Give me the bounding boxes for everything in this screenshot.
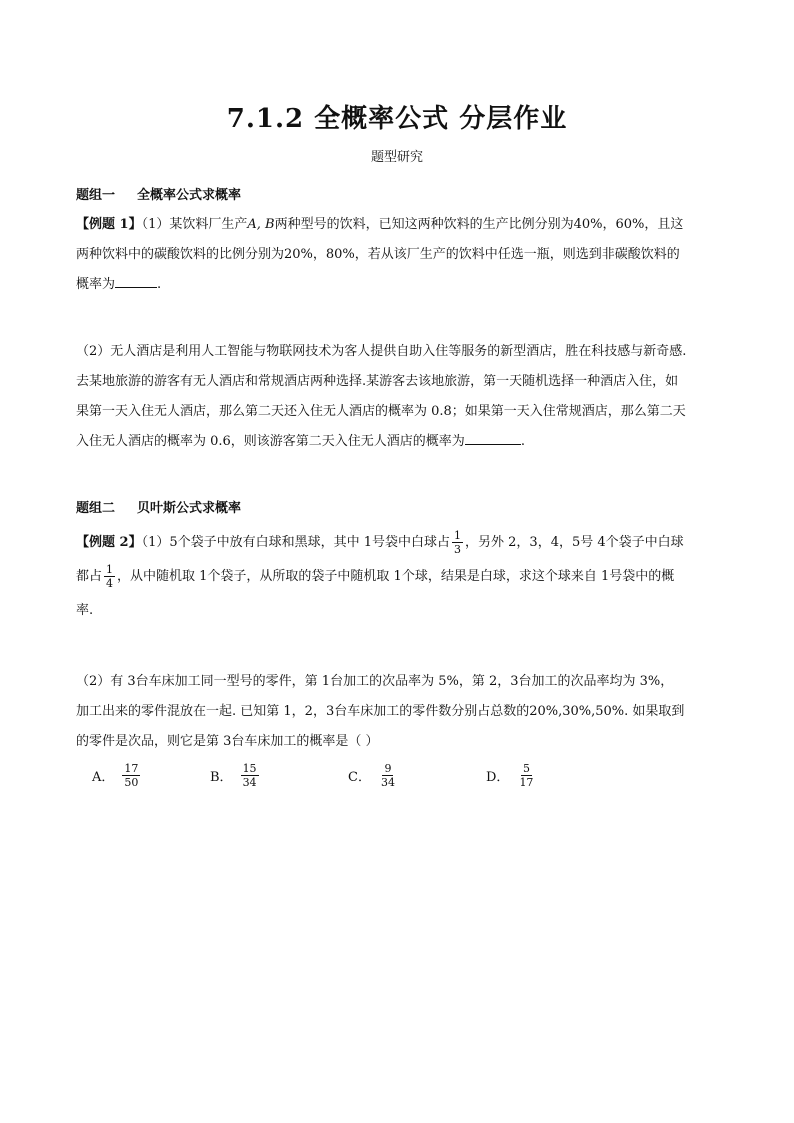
group2-heading	[76, 497, 241, 516]
example2-label: 【例题 2】	[76, 535, 142, 550]
answer-blank	[465, 432, 521, 445]
example1-line1	[76, 210, 726, 240]
group1-heading	[76, 184, 241, 203]
option-fraction	[122, 762, 140, 789]
fraction-denominator: 34	[380, 776, 395, 789]
example2-text: ，从中随机取 1个袋子，从所取的袋子中随机取 1个球，结果是白球，求这个球来自 1号袋中的概	[117, 569, 675, 584]
fraction-numerator: 17	[124, 762, 139, 775]
option-d[interactable]	[486, 762, 537, 789]
group2-heading-index: 题组二	[76, 501, 116, 516]
example1-text: 两种型号的饮料，已知这两种饮料的生产比例分别为40%，60%，且这	[274, 217, 684, 232]
example2-line2	[76, 560, 726, 594]
page-subtitle: 题型研究	[370, 150, 423, 165]
group1-heading-index: 题组一	[76, 188, 116, 203]
option-fraction	[517, 762, 535, 789]
fraction-denominator: 4	[106, 577, 114, 590]
group1-heading-topic: 全概率公式求概率	[137, 188, 242, 203]
example1-text: 入住无人酒店的概率为 0.6，则该游客第二天入住无人酒店的概率为	[76, 434, 465, 449]
fraction-one-quarter	[104, 563, 115, 590]
option-label: B．	[210, 770, 233, 785]
example1-part2-line3: 果第一天入住无人酒店，那么第二天还入住无人酒店的概率为 0.8；如果第一天入住常规酒店，那么第二天	[76, 404, 686, 419]
fraction-denominator: 3	[454, 543, 462, 556]
option-b[interactable]	[210, 762, 261, 789]
example2-text: 都占	[76, 569, 103, 584]
example1-part1	[76, 210, 726, 300]
option-label: C．	[348, 770, 371, 785]
example2-part2-line2: 加工出来的零件混放在一起. 已知第 1，2，3台车床加工的零件数分别占总数的20%,30%,50%. 如果取到	[76, 704, 685, 719]
example2-part2	[76, 667, 726, 757]
group2-heading-topic: 贝叶斯公式求概率	[137, 501, 242, 516]
fraction-denominator: 50	[124, 776, 139, 789]
example1-label: 【例题 1】	[76, 217, 142, 232]
fraction-numerator: 1	[454, 529, 462, 542]
example1-line2: 两种饮料中的碳酸饮料的比例分别为20%，80%，若从该厂生产的饮料中任选一瓶，则选到非碳酸饮料的	[76, 247, 680, 262]
fraction-numerator: 5	[522, 762, 530, 775]
example2-part2-line1: （2）有 3台车床加工同一型号的零件，第 1台加工的次品率为 5%，第 2，3台加工的次品率均为 3%，	[76, 674, 674, 689]
option-label: A．	[92, 770, 115, 785]
example1-text: .	[157, 277, 162, 292]
fraction-numerator: 15	[242, 762, 257, 775]
example1-line3	[76, 270, 726, 300]
example1-text: .	[520, 434, 525, 449]
option-fraction	[379, 762, 397, 789]
fraction-numerator: 1	[106, 563, 114, 576]
example1-text: （1）某饮料厂生产	[141, 217, 248, 232]
example1-part2-line4	[76, 427, 726, 457]
fraction-denominator: 34	[242, 776, 257, 789]
answer-blank	[115, 275, 157, 288]
option-fraction	[241, 762, 259, 789]
example2-text: ，另外 2，3，4，5号 4个袋子中白球	[465, 535, 684, 550]
example1-part2-line1: （2）无人酒店是利用人工智能与物联网技术为客人提供自助入住等服务的新型酒店，胜在科技感与新奇感.	[76, 344, 687, 359]
example2-line3: 率.	[76, 603, 94, 618]
option-label: D．	[486, 770, 510, 785]
example2-part1	[76, 526, 726, 628]
fraction-one-third	[452, 529, 463, 556]
fraction-numerator: 9	[384, 762, 392, 775]
option-a[interactable]	[92, 762, 142, 789]
example1-part2	[76, 337, 726, 457]
fraction-denominator: 17	[519, 776, 534, 789]
example2-line1	[76, 526, 726, 560]
variable-ab: A, B	[247, 217, 275, 232]
option-c[interactable]	[348, 762, 399, 789]
example1-part2-line2: 去某地旅游的游客有无人酒店和常规酒店两种选择.某游客去该地旅游，第一天随机选择一种酒店入住，如	[76, 374, 679, 389]
example2-part2-line3: 的零件是次品，则它是第 3台车床加工的概率是（ ）	[76, 734, 379, 749]
example1-text: 概率为	[76, 277, 116, 292]
page-title: 7.1.2 全概率公式 分层作业	[226, 104, 568, 134]
example2-text: （1）5个袋子中放有白球和黑球，其中 1号袋中白球占	[141, 535, 451, 550]
